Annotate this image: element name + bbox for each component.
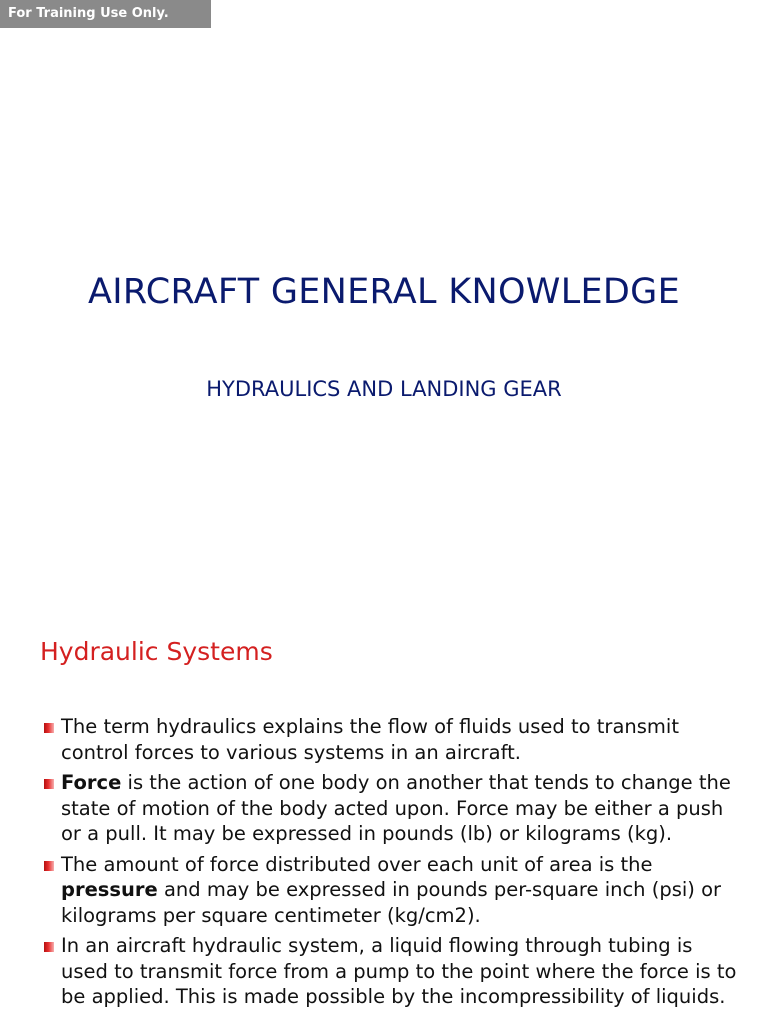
bullet-text: and may be expressed in pounds per-square inch (psi) or kilograms per square centimeter (kg/cm2). [61,878,722,927]
bullet-item [44,770,744,847]
bullet-list [44,714,744,1015]
bullet-item [44,852,744,929]
bullet-term-pressure: pressure [61,878,158,901]
document-title: AIRCRAFT GENERAL KNOWLEDGE [87,272,681,312]
section-heading: Hydraulic Systems [40,637,273,666]
bullet-square-icon [44,861,54,871]
bullet-text-pre: The amount of force distributed over each unit of area is the [61,852,653,876]
document-subtitle: HYDRAULICS AND LANDING GEAR [206,377,562,401]
bullet-square-icon [44,779,54,789]
bullet-item [44,933,744,1010]
bullet-square-icon [44,942,54,952]
training-watermark: For Training Use Only. [0,0,211,28]
bullet-term-force: Force [61,771,122,794]
bullet-square-icon [44,723,54,733]
bullet-text: is the action of one body on another that tends to change the state of motion of the body acted upon. Force may be either a push or a pull. It may be expressed in pounds (lb) or kilograms (kg). [61,771,731,845]
bullet-text: The term hydraulics explains the flow of fluids used to transmit control forces to various systems in an aircraft. [61,715,679,764]
bullet-text: In an aircraft hydraulic system, a liquid flowing through tubing is used to transmit force from a pump to the point where the force is to be applied. This is made possible by the incompressibility of liquids. [61,934,737,1008]
bullet-item [44,714,744,765]
